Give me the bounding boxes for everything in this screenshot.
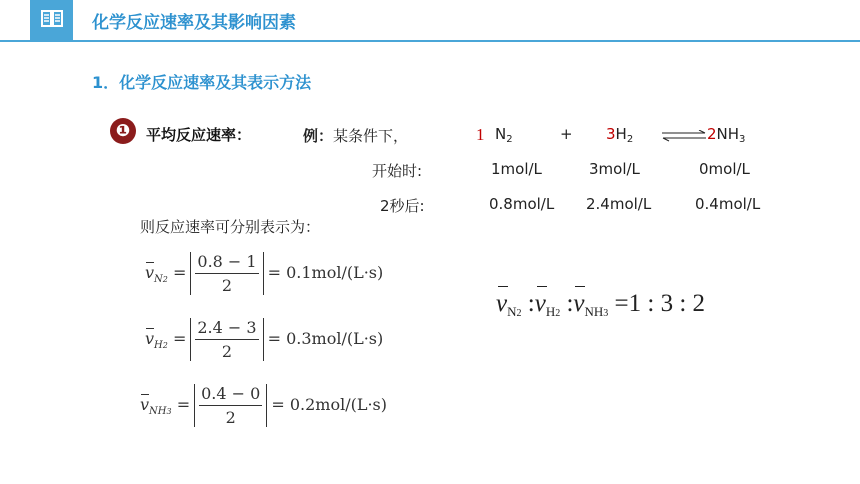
formula-rate-h2: $v_{H2}$ = $\frac{2.4 - 3}{2}$ = 0.3mol/(L·s) (145, 318, 384, 361)
header-icon-box (30, 0, 73, 40)
coef-n2: 1 (476, 125, 485, 144)
formula-h2: $3H_2$ (606, 125, 634, 145)
formula-rate-nh3: $v_{NH3}$ = $\frac{0.4 - 0}{2}$ = 0.2mol/(L·s) (140, 384, 387, 427)
header-divider (0, 40, 860, 42)
number-badge: ❶ (110, 118, 136, 144)
after-value-n2: 0.8mol/L (489, 195, 555, 213)
after-label: 2秒后: (380, 197, 425, 215)
plus-sign: + (560, 125, 573, 143)
after-value-h2: 2.4mol/L (586, 195, 652, 213)
avg-rate-label: 平均反应速率： (146, 126, 252, 144)
formula-n2: $N_2$ (495, 125, 513, 145)
equilibrium-arrow-icon (661, 130, 707, 142)
example-line (303, 125, 408, 146)
formula-rate-n2: $v_{N2}$ = $\frac{0.8 - 1}{2}$ = 0.1mol/(L·s) (145, 252, 384, 295)
start-value-nh3: 0mol/L (699, 160, 750, 178)
start-value-n2: 1mol/L (491, 160, 542, 178)
example-condition: 某条件下， (333, 127, 409, 145)
section-title: 1．化学反应速率及其表示方法 (92, 73, 312, 92)
after-value-nh3: 0.4mol/L (695, 195, 761, 213)
start-label: 开始时: (372, 162, 423, 180)
formula-nh3: $2NH_3$ (707, 125, 746, 145)
intro-text: 则反应速率可分别表示为： (140, 218, 321, 236)
book-icon (41, 9, 63, 29)
page-title: 化学反应速率及其影响因素 (92, 13, 296, 33)
rate-ratio: $v_{N2}$ $:v_{H2}$ $:v_{NH3} =1$ : 3 : 2 (496, 290, 706, 319)
example-label: 例： (303, 127, 334, 145)
start-value-h2: 3mol/L (589, 160, 640, 178)
